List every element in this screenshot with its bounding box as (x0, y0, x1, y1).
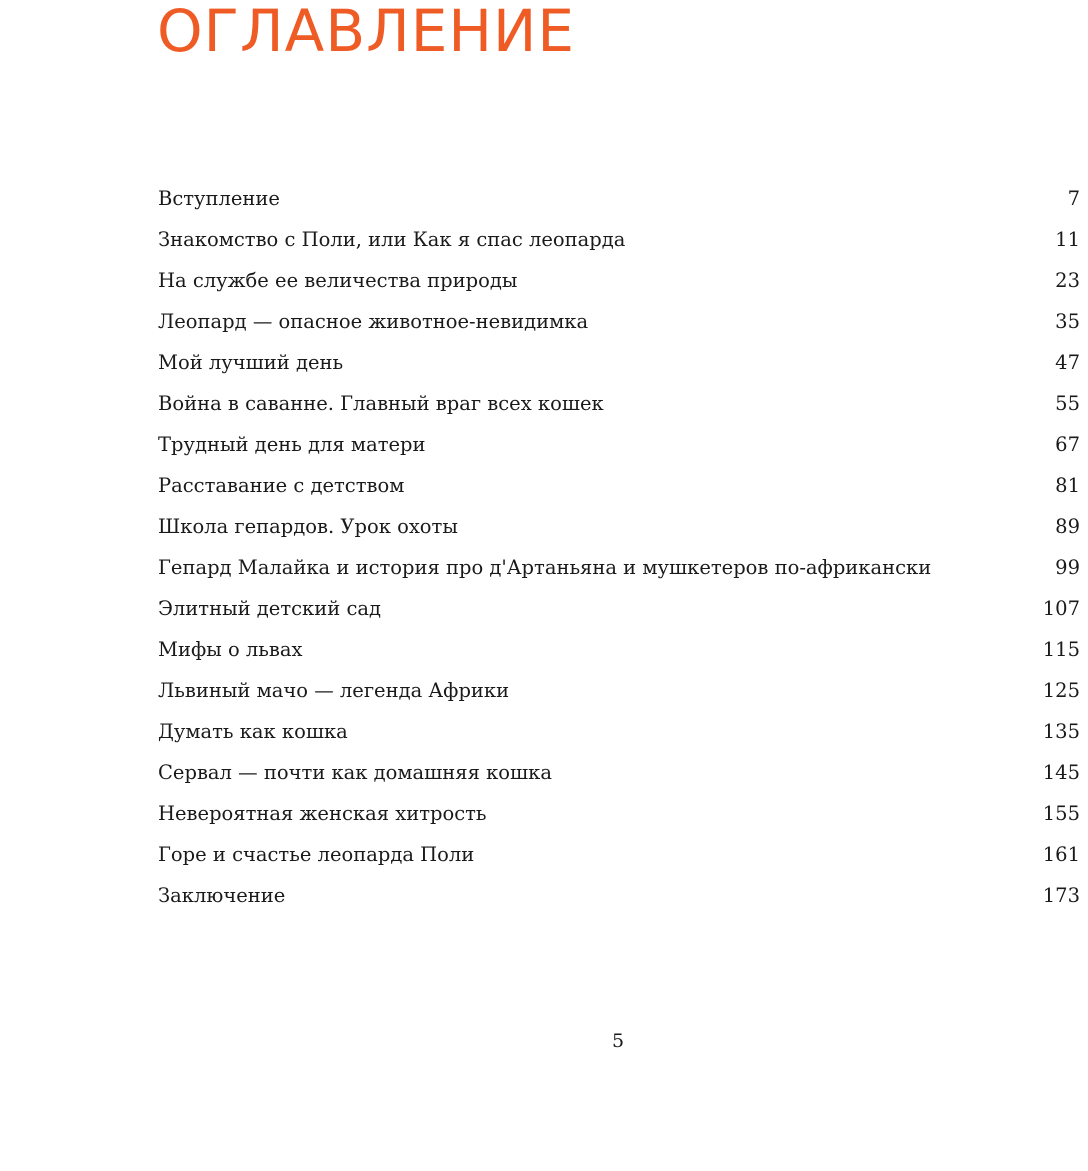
toc-entry-page: 55 (1055, 392, 1080, 415)
toc-entry-page: 11 (1055, 228, 1080, 251)
toc-entry-title: Вступление (158, 187, 280, 210)
toc-entry (158, 348, 1080, 389)
page-number: 5 (611, 1030, 625, 1052)
toc-entry-page: 81 (1055, 474, 1080, 497)
toc-entry-page: 35 (1055, 310, 1080, 333)
toc-entry (158, 594, 1080, 635)
toc-entry (158, 676, 1080, 717)
toc-entry (158, 553, 1080, 594)
toc-entry-title: Мой лучший день (158, 351, 344, 374)
toc-entry-title: Заключение (158, 884, 286, 907)
toc-entry-title: Трудный день для матери (158, 433, 426, 456)
toc-entry (158, 307, 1080, 348)
toc-entry-title: Мифы о львах (158, 638, 303, 661)
toc-entry (158, 512, 1080, 553)
toc-entry-page: 67 (1055, 433, 1080, 456)
toc-entry-page: 155 (1042, 802, 1080, 825)
toc-entry-title: Элитный детский сад (158, 597, 381, 620)
toc-entry-page: 89 (1055, 515, 1080, 538)
toc-entry-title: Львиный мачо — легенда Африки (158, 679, 510, 702)
toc-entry-title: Расставание с детством (158, 474, 405, 497)
toc-entry-page: 115 (1042, 638, 1080, 661)
toc-entry (158, 881, 1080, 922)
toc-entry-page: 47 (1055, 351, 1080, 374)
toc-entry-page: 99 (1055, 556, 1080, 579)
toc-entry-title: Гепард Малайка и история про д'Артаньяна и мушкетеров по-африкански (158, 556, 932, 579)
toc-entry-title: Война в саванне. Главный враг всех кошек (158, 392, 604, 415)
toc-entry-page: 135 (1042, 720, 1080, 743)
toc-entry (158, 389, 1080, 430)
toc-entry-title: Знакомство с Поли, или Как я спас леопарда (158, 228, 626, 251)
toc-entry (158, 471, 1080, 512)
toc-entry-page: 107 (1042, 597, 1080, 620)
toc-entry (158, 758, 1080, 799)
toc-entry (158, 717, 1080, 758)
toc-entry-title: Думать как кошка (158, 720, 348, 743)
toc-entry (158, 799, 1080, 840)
toc-entry-title: Невероятная женская хитрость (158, 802, 487, 825)
toc-entry (158, 635, 1080, 676)
toc-entry (158, 430, 1080, 471)
toc-entry-page: 173 (1042, 884, 1080, 907)
toc-entry-title: Леопард — опасное животное-невидимка (158, 310, 589, 333)
toc-entry (158, 266, 1080, 307)
toc-entry (158, 184, 1080, 225)
toc-entry-title: На службе ее величества природы (158, 269, 518, 292)
toc-entry-page: 23 (1055, 269, 1080, 292)
page-title: ОГЛАВЛЕНИЕ (157, 0, 576, 65)
toc-entry-page: 161 (1042, 843, 1080, 866)
toc-entry (158, 225, 1080, 266)
toc-entry-title: Горе и счастье леопарда Поли (158, 843, 475, 866)
toc-entry-title: Сервал — почти как домашняя кошка (158, 761, 552, 784)
table-of-contents (158, 184, 1080, 922)
toc-entry-page: 145 (1042, 761, 1080, 784)
toc-entry-page: 125 (1042, 679, 1080, 702)
toc-entry (158, 840, 1080, 881)
toc-entry-page: 7 (1067, 187, 1080, 210)
toc-entry-title: Школа гепардов. Урок охоты (158, 515, 458, 538)
